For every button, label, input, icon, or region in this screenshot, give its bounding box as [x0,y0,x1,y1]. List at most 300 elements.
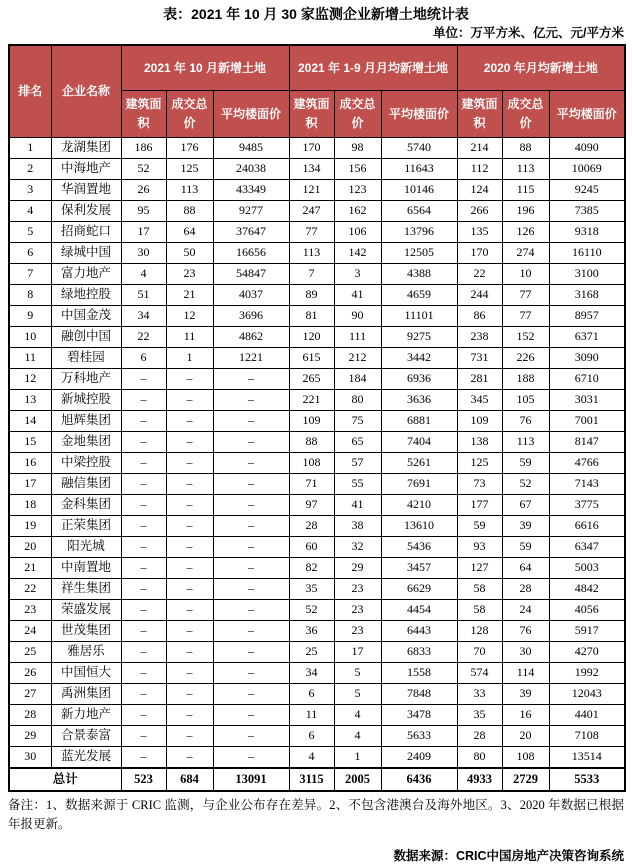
value-cell: 6564 [381,201,457,222]
value-cell: 52 [289,600,334,621]
value-cell: 184 [334,369,381,390]
value-cell: 4842 [549,579,625,600]
value-cell: – [213,642,289,663]
value-cell: – [166,558,213,579]
value-cell: 41 [334,495,381,516]
value-cell: 23 [166,264,213,285]
value-cell: 6 [289,726,334,747]
value-cell: – [213,705,289,726]
value-cell: 177 [457,495,502,516]
value-cell: – [213,621,289,642]
value-cell: 11101 [381,306,457,327]
company-cell: 合景泰富 [51,726,121,747]
value-cell: 5261 [381,453,457,474]
company-cell: 绿地控股 [51,285,121,306]
value-cell: 12043 [549,684,625,705]
value-cell: – [166,684,213,705]
value-cell: 6443 [381,621,457,642]
rank-cell: 29 [9,726,51,747]
rank-cell: 8 [9,285,51,306]
value-cell: 23 [334,621,381,642]
table-row [9,684,625,705]
value-cell: 50 [166,243,213,264]
company-cell: 中梁控股 [51,453,121,474]
value-cell: 4270 [549,642,625,663]
value-cell: 615 [289,348,334,369]
value-cell: 125 [457,453,502,474]
value-cell: 108 [502,747,549,769]
value-cell: 7001 [549,411,625,432]
value-cell: 13514 [549,747,625,769]
value-cell: 11 [166,327,213,348]
value-cell: – [166,726,213,747]
total-value: 523 [121,768,166,791]
value-cell: 67 [502,495,549,516]
value-cell: 75 [334,411,381,432]
value-cell: 4454 [381,600,457,621]
value-cell: 30 [121,243,166,264]
value-cell: 86 [457,306,502,327]
value-cell: 71 [289,474,334,495]
rank-cell: 6 [9,243,51,264]
value-cell: – [213,411,289,432]
total-label: 总计 [9,768,121,791]
rank-cell: 1 [9,138,51,159]
rank-cell: 11 [9,348,51,369]
value-cell: 37647 [213,222,289,243]
value-cell: 176 [166,138,213,159]
company-cell: 正荣集团 [51,516,121,537]
value-cell: 142 [334,243,381,264]
rank-cell: 24 [9,621,51,642]
value-cell: 124 [457,180,502,201]
value-cell: 9277 [213,201,289,222]
value-cell: – [213,726,289,747]
table-row [9,285,625,306]
value-cell: 345 [457,390,502,411]
value-cell: 34 [121,306,166,327]
table-row [9,579,625,600]
company-cell: 新力地产 [51,705,121,726]
value-cell: 12505 [381,243,457,264]
subheader-total-price: 成交总价 [334,91,381,138]
company-cell: 金地集团 [51,432,121,453]
value-cell: 4210 [381,495,457,516]
value-cell: 10146 [381,180,457,201]
value-cell: 64 [166,222,213,243]
value-cell: 135 [457,222,502,243]
company-cell: 中南置地 [51,558,121,579]
value-cell: 4388 [381,264,457,285]
table-row [9,663,625,684]
company-cell: 中海地产 [51,159,121,180]
value-cell: – [166,642,213,663]
value-cell: 108 [289,453,334,474]
table-row [9,432,625,453]
value-cell: 6347 [549,537,625,558]
value-cell: 3457 [381,558,457,579]
rank-cell: 20 [9,537,51,558]
rank-cell: 3 [9,180,51,201]
value-cell: 3090 [549,348,625,369]
rank-cell: 4 [9,201,51,222]
table-row [9,264,625,285]
company-cell: 新城控股 [51,390,121,411]
total-value: 13091 [213,768,289,791]
value-cell: – [166,747,213,769]
value-cell: 226 [502,348,549,369]
rank-cell: 25 [9,642,51,663]
value-cell: – [121,726,166,747]
value-cell: 7143 [549,474,625,495]
value-cell: 125 [166,159,213,180]
value-cell: 16656 [213,243,289,264]
value-cell: 3775 [549,495,625,516]
value-cell: 90 [334,306,381,327]
footnotes: 备注：1、数据来源于 CRIC 监测，与企业公布存在差异。2、不包含港澳台及海外地区。3、2020 年数据已根据年报更新。 [8,798,624,831]
value-cell: – [121,516,166,537]
value-cell: 36 [289,621,334,642]
value-cell: 59 [502,537,549,558]
value-cell: 58 [457,579,502,600]
value-cell: 7848 [381,684,457,705]
subheader-total-price: 成交总价 [502,91,549,138]
subheader-gfa: 建筑面积 [121,91,166,138]
value-cell: 88 [502,138,549,159]
value-cell: – [166,579,213,600]
value-cell: 5 [334,663,381,684]
company-cell: 阳光城 [51,537,121,558]
value-cell: – [121,411,166,432]
rank-cell: 27 [9,684,51,705]
value-cell: 3168 [549,285,625,306]
value-cell: 196 [502,201,549,222]
value-cell: 156 [334,159,381,180]
value-cell: 24038 [213,159,289,180]
value-cell: 113 [502,432,549,453]
value-cell: 80 [334,390,381,411]
value-cell: 4090 [549,138,625,159]
value-cell: 7108 [549,726,625,747]
value-cell: 109 [457,411,502,432]
value-cell: 54847 [213,264,289,285]
table-row [9,201,625,222]
value-cell: – [213,684,289,705]
value-cell: 5 [334,684,381,705]
value-cell: 11 [289,705,334,726]
value-cell: 9318 [549,222,625,243]
value-cell: – [213,537,289,558]
value-cell: 17 [121,222,166,243]
rank-cell: 5 [9,222,51,243]
value-cell: 59 [502,453,549,474]
value-cell: – [166,537,213,558]
company-cell: 中国金茂 [51,306,121,327]
subheader-total-price: 成交总价 [166,91,213,138]
unit-note: 单位：万平方米、亿元、元/平方米 [433,26,624,40]
value-cell: 138 [457,432,502,453]
value-cell: 34 [289,663,334,684]
value-cell: 5436 [381,537,457,558]
value-cell: 25 [289,642,334,663]
value-cell: 113 [502,159,549,180]
value-cell: – [213,516,289,537]
value-cell: 4 [289,747,334,769]
value-cell: 2409 [381,747,457,769]
value-cell: 6629 [381,579,457,600]
value-cell: – [166,621,213,642]
value-cell: 8147 [549,432,625,453]
subheader-avg-floor-price: 平均楼面价 [213,91,289,138]
company-cell: 龙湖集团 [51,138,121,159]
value-cell: – [121,684,166,705]
value-cell: – [121,474,166,495]
value-cell: – [213,663,289,684]
value-cell: 32 [334,537,381,558]
value-cell: 6833 [381,642,457,663]
value-cell: – [166,663,213,684]
rank-cell: 19 [9,516,51,537]
total-value: 5533 [549,768,625,791]
table-row [9,243,625,264]
company-cell: 碧桂园 [51,348,121,369]
value-cell: 5003 [549,558,625,579]
value-cell: – [213,579,289,600]
table-row [9,180,625,201]
rank-cell: 30 [9,747,51,769]
value-cell: 4056 [549,600,625,621]
group-header-2020: 2020 年月均新增土地 [457,45,625,91]
value-cell: 76 [502,411,549,432]
value-cell: 6 [121,348,166,369]
value-cell: 52 [502,474,549,495]
total-value: 4933 [457,768,502,791]
company-cell: 世茂集团 [51,621,121,642]
value-cell: 26 [121,180,166,201]
value-cell: 13610 [381,516,457,537]
value-cell: 8957 [549,306,625,327]
total-row [9,768,625,791]
value-cell: 111 [334,327,381,348]
value-cell: – [121,579,166,600]
value-cell: – [121,600,166,621]
value-cell: 7385 [549,201,625,222]
rank-cell: 23 [9,600,51,621]
value-cell: 114 [502,663,549,684]
value-cell: – [166,474,213,495]
table-row [9,474,625,495]
value-cell: 38 [334,516,381,537]
value-cell: 64 [502,558,549,579]
company-cell: 荣盛发展 [51,600,121,621]
table-row [9,747,625,769]
company-header: 企业名称 [51,45,121,138]
value-cell: 88 [166,201,213,222]
group-header-oct-2021: 2021 年 10 月新增土地 [121,45,289,91]
table-row [9,726,625,747]
table-row [9,222,625,243]
value-cell: – [121,705,166,726]
table-row [9,306,625,327]
table-row [9,621,625,642]
value-cell: 7 [289,264,334,285]
value-cell: 24 [502,600,549,621]
value-cell: – [121,495,166,516]
value-cell: 21 [166,285,213,306]
company-cell: 华润置地 [51,180,121,201]
value-cell: 7691 [381,474,457,495]
value-cell: 109 [289,411,334,432]
value-cell: – [121,537,166,558]
value-cell: 4 [121,264,166,285]
table-header [9,45,625,138]
value-cell: – [213,432,289,453]
value-cell: 105 [502,390,549,411]
value-cell: 128 [457,621,502,642]
value-cell: 4766 [549,453,625,474]
company-cell: 中国恒大 [51,663,121,684]
value-cell: – [213,747,289,769]
value-cell: 574 [457,663,502,684]
total-value: 2729 [502,768,549,791]
value-cell: 1992 [549,663,625,684]
rank-cell: 22 [9,579,51,600]
value-cell: 76 [502,621,549,642]
rank-header: 排名 [9,45,51,138]
value-cell: 113 [289,243,334,264]
value-cell: 16110 [549,243,625,264]
value-cell: 13796 [381,222,457,243]
value-cell: – [213,558,289,579]
rank-cell: 10 [9,327,51,348]
data-source: 数据来源：CRIC中国房地产决策咨询系统 [393,848,624,863]
value-cell: – [166,600,213,621]
company-cell: 融信集团 [51,474,121,495]
value-cell: 60 [289,537,334,558]
value-cell: 29 [334,558,381,579]
value-cell: 77 [289,222,334,243]
value-cell: 244 [457,285,502,306]
value-cell: – [213,369,289,390]
value-cell: – [166,411,213,432]
value-cell: 30 [502,642,549,663]
value-cell: 88 [289,432,334,453]
value-cell: 97 [289,495,334,516]
table-row [9,348,625,369]
rank-cell: 14 [9,411,51,432]
value-cell: – [166,495,213,516]
value-cell: – [121,390,166,411]
value-cell: 3696 [213,306,289,327]
value-cell: 3100 [549,264,625,285]
total-value: 2005 [334,768,381,791]
rank-cell: 13 [9,390,51,411]
value-cell: – [213,600,289,621]
rank-cell: 7 [9,264,51,285]
subheader-avg-floor-price: 平均楼面价 [549,91,625,138]
value-cell: 186 [121,138,166,159]
value-cell: 3636 [381,390,457,411]
value-cell: 57 [334,453,381,474]
total-value: 6436 [381,768,457,791]
value-cell: 170 [289,138,334,159]
value-cell: 134 [289,159,334,180]
company-cell: 保利发展 [51,201,121,222]
value-cell: 17 [334,642,381,663]
value-cell: 35 [457,705,502,726]
company-cell: 祥生集团 [51,579,121,600]
value-cell: – [121,369,166,390]
table-row [9,600,625,621]
rank-cell: 21 [9,558,51,579]
company-cell: 融创中国 [51,327,121,348]
value-cell: 93 [457,537,502,558]
value-cell: 7404 [381,432,457,453]
value-cell: 59 [457,516,502,537]
table-row [9,327,625,348]
table-row [9,159,625,180]
company-cell: 蓝光发展 [51,747,121,769]
value-cell: 39 [502,516,549,537]
value-cell: 214 [457,138,502,159]
value-cell: 6881 [381,411,457,432]
value-cell: 65 [334,432,381,453]
table-row [9,516,625,537]
value-cell: 3478 [381,705,457,726]
value-cell: 120 [289,327,334,348]
value-cell: 20 [502,726,549,747]
value-cell: 4037 [213,285,289,306]
table-row [9,138,625,159]
table-footer [9,768,625,791]
table-body [9,138,625,769]
rank-cell: 12 [9,369,51,390]
value-cell: 123 [334,180,381,201]
land-statistics-table [8,44,626,792]
value-cell: 1 [166,348,213,369]
value-cell: 5633 [381,726,457,747]
company-cell: 禹洲集团 [51,684,121,705]
value-cell: 81 [289,306,334,327]
value-cell: 265 [289,369,334,390]
value-cell: 170 [457,243,502,264]
value-cell: 4 [334,705,381,726]
value-cell: 4659 [381,285,457,306]
value-cell: – [121,432,166,453]
company-cell: 万科地产 [51,369,121,390]
value-cell: 188 [502,369,549,390]
value-cell: 281 [457,369,502,390]
value-cell: 162 [334,201,381,222]
table-row [9,537,625,558]
value-cell: 10069 [549,159,625,180]
value-cell: 23 [334,600,381,621]
value-cell: – [166,390,213,411]
value-cell: 52 [121,159,166,180]
rank-cell: 2 [9,159,51,180]
value-cell: 9245 [549,180,625,201]
company-cell: 雅居乐 [51,642,121,663]
value-cell: 10 [502,264,549,285]
value-cell: 77 [502,285,549,306]
rank-cell: 17 [9,474,51,495]
value-cell: 1558 [381,663,457,684]
group-header-jan-sep-2021: 2021 年 1-9 月月均新增土地 [289,45,457,91]
value-cell: 6 [289,684,334,705]
value-cell: 16 [502,705,549,726]
value-cell: 112 [457,159,502,180]
value-cell: 55 [334,474,381,495]
